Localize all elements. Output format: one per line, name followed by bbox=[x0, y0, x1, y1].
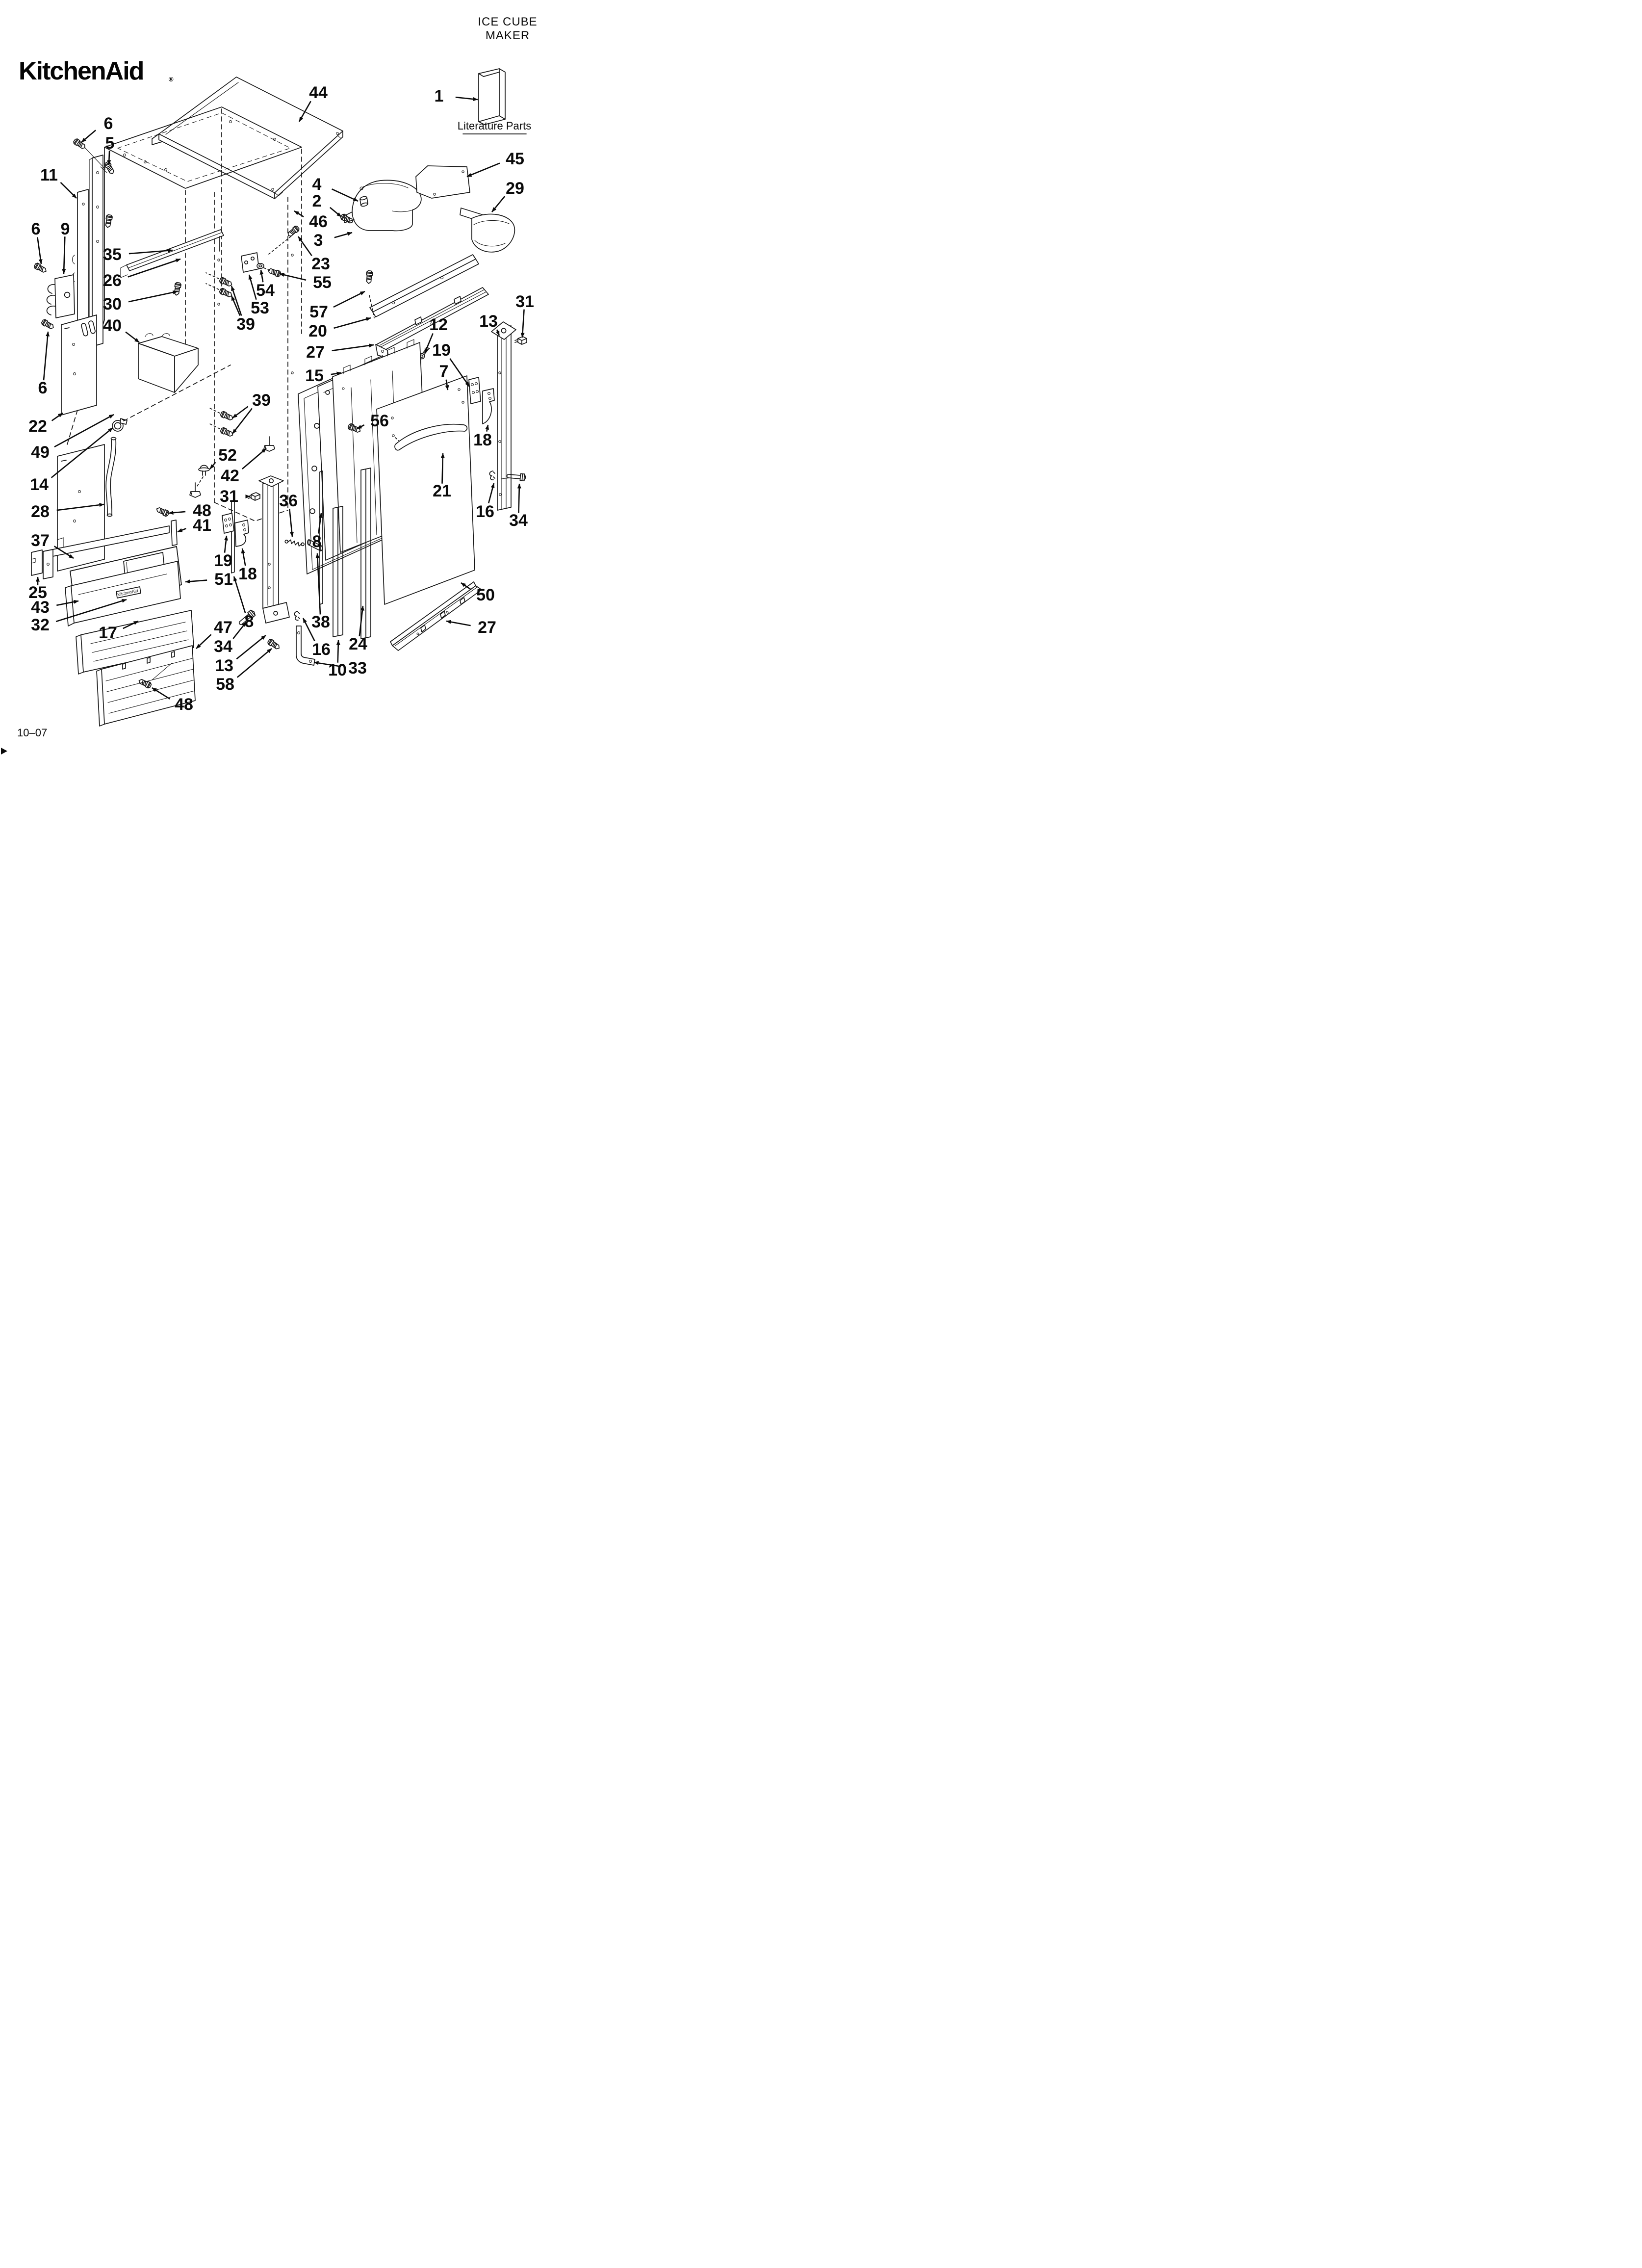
callout-58: 58 bbox=[216, 675, 234, 694]
callout-6: 6 bbox=[103, 114, 113, 133]
washer-54-part bbox=[257, 263, 264, 268]
callout-38: 38 bbox=[311, 613, 330, 631]
callout-31: 31 bbox=[220, 487, 238, 506]
callout-9: 9 bbox=[60, 220, 70, 238]
callout-27: 27 bbox=[478, 618, 496, 637]
callout-49: 49 bbox=[31, 443, 50, 462]
callout-arrow-30 bbox=[128, 291, 178, 302]
callout-13: 13 bbox=[215, 656, 233, 675]
switch-plate-19b-part bbox=[222, 513, 234, 533]
callout-arrow-23 bbox=[298, 236, 312, 256]
callout-17: 17 bbox=[99, 624, 117, 642]
callout-arrow-20 bbox=[334, 318, 371, 328]
callout-arrow-47 bbox=[196, 634, 211, 649]
callout-19: 19 bbox=[432, 341, 451, 360]
drain-hose-28-part bbox=[106, 438, 116, 517]
callout-16: 16 bbox=[312, 640, 331, 659]
callout-21: 21 bbox=[433, 482, 451, 500]
callout-57: 57 bbox=[309, 303, 328, 321]
left-upper-panel-part bbox=[61, 315, 97, 415]
callout-44: 44 bbox=[309, 83, 328, 102]
callout-30: 30 bbox=[103, 295, 122, 313]
callout-48: 48 bbox=[193, 501, 211, 520]
callout-arrow-22 bbox=[52, 413, 63, 421]
page-corner-mark bbox=[1, 748, 7, 755]
callout-arrow-58 bbox=[237, 649, 272, 678]
callout-36: 36 bbox=[279, 492, 298, 510]
callout-arrow-9 bbox=[64, 236, 65, 274]
callout-arrow-21 bbox=[442, 453, 443, 484]
callout-33: 33 bbox=[348, 659, 367, 678]
callout-arrow-16 bbox=[488, 483, 494, 503]
wire-clip-bracket-9-part bbox=[47, 275, 75, 318]
callout-arrow-39 bbox=[232, 409, 252, 434]
callout-42: 42 bbox=[221, 467, 239, 485]
registered-mark-icon: ® bbox=[169, 76, 174, 83]
callout-56: 56 bbox=[370, 412, 389, 430]
callout-28: 28 bbox=[31, 502, 50, 521]
duct-3-part bbox=[344, 180, 421, 231]
ice-scoop-29-part bbox=[460, 208, 514, 252]
literature-book-part bbox=[479, 69, 505, 125]
hinge-bracket-18-part bbox=[483, 389, 494, 424]
footer-date-code: 10–07 bbox=[17, 727, 48, 739]
switch-plate-19-part bbox=[469, 377, 481, 404]
callout-18: 18 bbox=[238, 565, 257, 583]
callout-19: 19 bbox=[214, 551, 232, 570]
callout-8: 8 bbox=[312, 532, 322, 551]
callout-27: 27 bbox=[306, 343, 325, 362]
callout-arrow-54 bbox=[261, 270, 263, 282]
callout-arrow-46 bbox=[294, 211, 304, 217]
callout-35: 35 bbox=[103, 245, 122, 264]
callout-47: 47 bbox=[214, 618, 232, 637]
callout-20: 20 bbox=[308, 322, 327, 340]
callout-55: 55 bbox=[313, 273, 332, 292]
callout-26: 26 bbox=[103, 271, 122, 290]
callout-52: 52 bbox=[218, 446, 237, 465]
callout-arrow-18 bbox=[242, 548, 245, 566]
callout-arrow-27 bbox=[446, 621, 471, 626]
callout-15: 15 bbox=[305, 366, 324, 385]
callout-37: 37 bbox=[31, 531, 50, 550]
trim-strip-41-part bbox=[171, 520, 177, 546]
callout-arrow-11 bbox=[61, 182, 77, 198]
callout-arrow-2 bbox=[330, 208, 341, 217]
callout-18: 18 bbox=[473, 431, 492, 449]
callout-34: 34 bbox=[214, 637, 232, 656]
callout-arrow-6 bbox=[81, 130, 96, 142]
callout-29: 29 bbox=[506, 179, 524, 198]
callout-arrow-41 bbox=[178, 528, 186, 532]
callout-arrow-1 bbox=[456, 97, 478, 100]
doc-title-line2: MAKER bbox=[485, 29, 530, 42]
brand-logo: KitchenAid bbox=[19, 57, 144, 85]
ice-bucket-40-part bbox=[138, 334, 198, 392]
callout-48: 48 bbox=[175, 695, 193, 714]
callout-arrow-4 bbox=[332, 189, 358, 201]
callout-39: 39 bbox=[252, 391, 271, 410]
callout-45: 45 bbox=[506, 150, 524, 168]
callout-arrow-36 bbox=[289, 509, 292, 537]
callout-1: 1 bbox=[434, 87, 444, 105]
callout-2: 2 bbox=[312, 192, 322, 210]
callout-50: 50 bbox=[476, 586, 495, 604]
callout-16: 16 bbox=[476, 502, 494, 521]
callout-12: 12 bbox=[429, 315, 448, 334]
callout-arrow-57 bbox=[334, 291, 365, 307]
callout-46: 46 bbox=[309, 212, 328, 231]
doc-title-line1: ICE CUBE bbox=[478, 15, 538, 28]
callout-54: 54 bbox=[256, 281, 275, 300]
callout-arrow-51 bbox=[185, 580, 207, 582]
callout-4: 4 bbox=[312, 175, 322, 194]
callout-arrow-29 bbox=[492, 196, 505, 212]
callout-11: 11 bbox=[40, 166, 58, 184]
callout-arrow-55 bbox=[280, 274, 306, 280]
door-panel-50-part bbox=[377, 376, 475, 604]
kick-panel-badge: KitchenAid bbox=[117, 588, 139, 598]
hinge-bracket-18b-part bbox=[235, 520, 249, 547]
callout-arrow-48 bbox=[169, 512, 185, 513]
callout-arrow-50 bbox=[461, 583, 471, 590]
callout-7: 7 bbox=[439, 362, 449, 381]
callout-arrow-13 bbox=[236, 635, 266, 659]
callout-arrow-45 bbox=[467, 163, 500, 177]
callout-43: 43 bbox=[31, 598, 50, 617]
callout-arrow-53 bbox=[249, 275, 257, 300]
callout-arrow-6 bbox=[37, 237, 41, 264]
callout-13: 13 bbox=[479, 312, 498, 331]
bracket-plate-53-part bbox=[241, 253, 259, 272]
callout-40: 40 bbox=[103, 316, 122, 335]
callout-23: 23 bbox=[311, 255, 330, 273]
callout-22: 22 bbox=[28, 417, 47, 436]
callout-arrow-19 bbox=[225, 536, 227, 553]
callout-41: 41 bbox=[193, 516, 211, 535]
callout-51: 51 bbox=[214, 570, 233, 589]
callout-39: 39 bbox=[236, 315, 255, 334]
callout-8: 8 bbox=[244, 612, 254, 631]
callout-10: 10 bbox=[328, 661, 347, 679]
callout-arrow-40 bbox=[126, 332, 139, 342]
callout-arrow-49 bbox=[54, 415, 114, 447]
callout-31: 31 bbox=[515, 292, 534, 311]
callout-14: 14 bbox=[30, 475, 49, 494]
callout-arrow-31 bbox=[522, 310, 524, 338]
callout-6: 6 bbox=[38, 379, 48, 397]
callout-5: 5 bbox=[105, 134, 115, 153]
callout-arrow-27 bbox=[332, 345, 374, 351]
parts-diagram bbox=[0, 0, 547, 756]
right-door-rail-13-part bbox=[491, 322, 516, 510]
callout-arrow-3 bbox=[334, 233, 352, 237]
callout-6: 6 bbox=[31, 220, 41, 238]
callout-34: 34 bbox=[509, 511, 528, 530]
callout-24: 24 bbox=[349, 635, 367, 653]
cover-plate-45-part bbox=[416, 166, 470, 198]
callout-arrow-34 bbox=[519, 484, 520, 513]
spacer-plate-25-part bbox=[31, 550, 42, 575]
callout-53: 53 bbox=[251, 299, 269, 317]
callout-arrow-6 bbox=[44, 332, 48, 380]
callout-25: 25 bbox=[28, 583, 47, 602]
literature-parts-label: Literature Parts bbox=[457, 120, 532, 132]
callout-3: 3 bbox=[313, 231, 323, 250]
callout-arrow-42 bbox=[242, 448, 266, 469]
callout-32: 32 bbox=[31, 616, 50, 634]
